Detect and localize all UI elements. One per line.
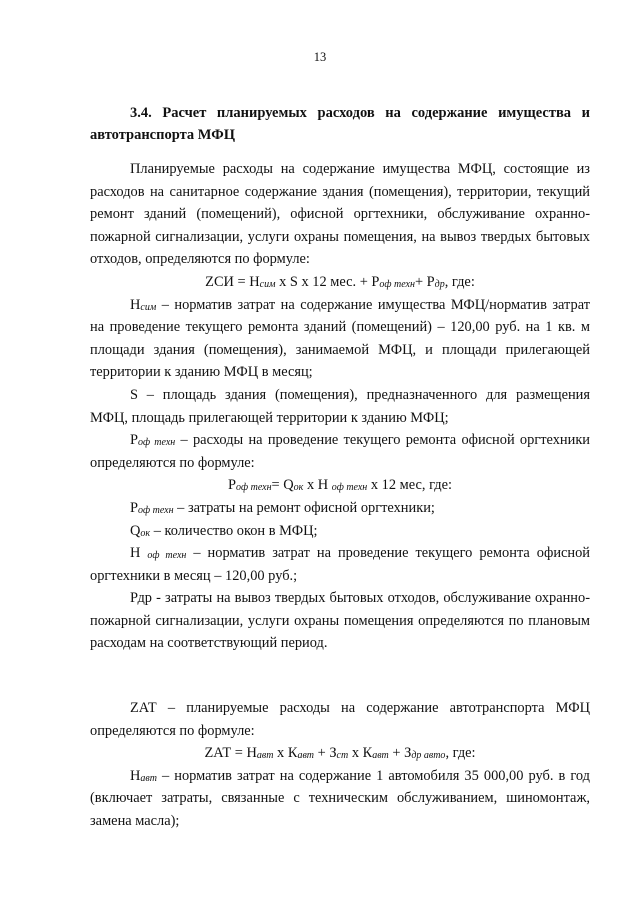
symbol-subscript: оф техн <box>138 504 174 516</box>
formula-text: , где: <box>444 273 475 290</box>
formula-subscript: авт <box>372 750 389 762</box>
definition-text: – количество окон в МФЦ; <box>150 522 318 539</box>
formula-text: , где: <box>445 745 476 762</box>
symbol: Q <box>130 522 141 539</box>
spacer <box>90 676 590 697</box>
formula-text: + Р <box>414 273 435 290</box>
formula-subscript: ок <box>293 482 304 494</box>
formula-zat <box>90 742 590 765</box>
formula-text: = Q <box>271 477 294 494</box>
formula-text: Р <box>228 477 237 494</box>
symbol-subscript: авт <box>140 772 157 784</box>
formula-subscript: ст <box>336 750 349 762</box>
symbol: Р <box>130 499 139 516</box>
formula-text: х К <box>348 745 373 762</box>
spacer <box>90 655 590 676</box>
section-heading <box>90 102 590 146</box>
definition-rof <box>90 429 590 474</box>
formula-text: + З <box>314 745 337 762</box>
heading-line-2: автотранспорта МФЦ <box>90 127 235 143</box>
formula-subscript: оф техн <box>379 278 415 290</box>
formula-text: + З <box>388 745 412 762</box>
definition-text: – норматив затрат на содержание 1 автомобиля 35 000,00 руб. в год (включает затраты, связанные с техническим обслуживанием, шиномонтаж, замена масла); <box>90 767 590 830</box>
formula-text: х К <box>273 745 298 762</box>
formula-subscript: авт <box>297 750 315 762</box>
formula-subscript: авт <box>256 750 274 762</box>
definition-qok <box>90 520 590 543</box>
symbol-subscript: оф техн <box>138 437 176 449</box>
intro-paragraph: Планируемые расходы на содержание имущества МФЦ, состоящие из расходов на санитарное содержание здания (помещения), территории, текущий ремонт зданий (помещений), офисной оргтехники, обслуживание охранно-пожарной сигнализации, услуги охраны помещения, на вывоз твердых бытовых отходов, определяются по формуле: <box>90 161 590 268</box>
symbol-subscript: ок <box>140 527 151 539</box>
symbol: Р <box>130 432 139 449</box>
definition-hsim <box>90 294 590 384</box>
symbol: Н <box>130 296 141 313</box>
formula-text: х Н <box>303 477 332 494</box>
formula-text: ZАТ = Н <box>204 745 257 762</box>
zat-paragraph: ZАТ – планируемые расходы на содержание автотранспорта МФЦ определяются по формуле: <box>90 700 590 739</box>
definition-text: – норматив затрат на проведение текущего ремонта офисной оргтехники в месяц – 120,00 руб.; <box>90 545 590 584</box>
formula-text: х S х 12 мес. + Р <box>275 273 380 290</box>
page-number: 13 <box>313 50 327 64</box>
formula-rof <box>90 474 590 497</box>
symbol-subscript: оф техн <box>147 550 187 562</box>
formula-subscript: оф техн <box>236 482 272 494</box>
definition-hof <box>90 542 590 587</box>
symbol: Н <box>130 545 148 562</box>
definition-rof-2 <box>90 497 590 520</box>
formula-zsi <box>90 271 590 294</box>
formula-subscript: др <box>434 278 445 290</box>
definition-rdr: Рдр - затраты на вывоз твердых бытовых отходов, обслуживание охранно-пожарной сигнализации, услуги охраны помещения определяются по плановым расходам на соответствующий период. <box>90 590 590 652</box>
heading-line-1: 3.4. Расчет планируемых расходов на содержание имущества и <box>130 105 590 121</box>
formula-text: х 12 мес, где: <box>367 477 452 494</box>
document-body <box>90 158 590 833</box>
symbol-subscript: сим <box>140 301 157 313</box>
formula-subscript: оф техн <box>331 482 368 494</box>
symbol: Н <box>130 767 141 784</box>
formula-subscript: др авто <box>411 750 446 762</box>
definition-s: S – площадь здания (помещения), предназначенного для размещения МФЦ, площадь прилегающей территории к зданию МФЦ; <box>90 386 590 426</box>
definition-text: – норматив затрат на содержание имущества МФЦ/норматив затрат на проведение текущего ремонта зданий (помещений) – 120,00 руб. на 1 кв. м площади здания (помещения), занимаемой МФЦ, и площади прилегающей территории к зданию МФЦ в месяц; <box>90 296 590 381</box>
definition-havt <box>90 765 590 833</box>
formula-text: ZСИ = Н <box>205 273 260 290</box>
definition-text: – расходы на проведение текущего ремонта офисной оргтехники определяются по формуле: <box>90 432 591 471</box>
formula-subscript: сим <box>259 278 276 290</box>
definition-text: – затраты на ремонт офисной оргтехники; <box>173 499 435 516</box>
